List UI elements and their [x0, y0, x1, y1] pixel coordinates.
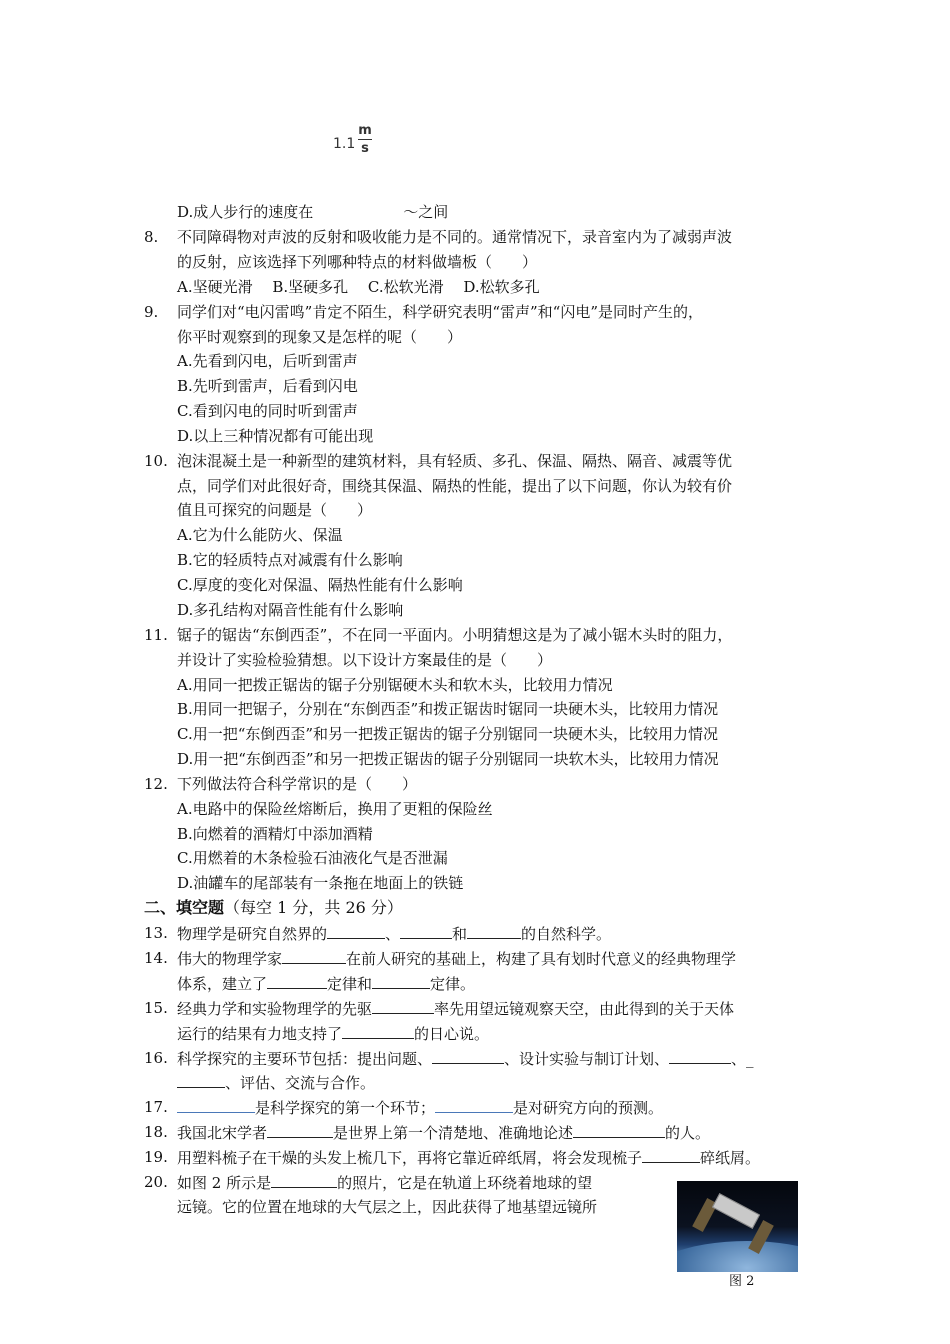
section-title: 二、填空题 — [144, 898, 225, 917]
q15-text: 经典力学和实验物理学的先驱 率先用望远镜观察天空，由此得到的关于天体 — [177, 1000, 735, 1018]
q18-text: 我国北宋学者 是世界上第一个清楚地、准确地论述 的人。 — [177, 1124, 711, 1142]
q11-line: 锯子的锯齿“东倒西歪”，不在同一平面内。小明猜想这是为了减小锯木头时的阻力， — [177, 626, 733, 644]
q20-text: 如图 2 所示是 的照片，它是在轨道上环绕着地球的望 — [177, 1174, 593, 1192]
q8-number: 8. — [144, 228, 159, 246]
q10-line: 泡沫混凝土是一种新型的建筑材料，具有轻质、多孔、保温、隔热、隔音、减震等优 — [177, 452, 733, 470]
q10-line: 值且可探究的问题是（ ） — [177, 501, 373, 519]
figure-caption: 图 2 — [729, 1274, 755, 1289]
q14-number: 14. — [144, 949, 168, 967]
answer-blank[interactable] — [435, 1097, 513, 1113]
q16-number: 16. — [144, 1049, 168, 1067]
q16-text: 科学探究的主要环节包括：提出问题、 、设计实验与制订计划、 、_ — [177, 1050, 754, 1068]
q14-text: 伟大的物理学家 在前人研究的基础上，构建了具有划时代意义的经典物理学 — [177, 950, 737, 968]
q15-number: 15. — [144, 999, 168, 1017]
q9-line: 同学们对“电闪雷鸣”肯定不陌生，科学研究表明“雷声”和“闪电”是同时产生的， — [177, 303, 704, 321]
q8-options: A.坚硬光滑 B.坚硬多孔 C.松软光滑 D.松软多孔 — [177, 278, 540, 296]
q11-option: C.用一把“东倒西歪”和另一把拨正锯齿的锯子分别锯同一块硬木头，比较用力情况 — [177, 725, 719, 743]
q9-option: B.先听到雷声，后看到闪电 — [177, 377, 358, 395]
q19-text: 用塑料梳子在干燥的头发上梳几下，再将它靠近碎纸屑，将会发现梳子 碎纸屑。 — [177, 1149, 761, 1167]
formula-fraction — [358, 123, 372, 156]
q8-line: 的反射，应该选择下列哪种特点的材料做墙板（ ） — [177, 253, 538, 271]
answer-blank[interactable] — [400, 923, 452, 939]
q10-line: 点，同学们对此很好奇，围绕其保温、隔热的性能，提出了以下问题，你认为较有价 — [177, 477, 733, 495]
answer-blank[interactable] — [342, 1023, 414, 1039]
q9-line: 你平时观察到的现象又是怎样的呢（ ） — [177, 328, 463, 346]
q10-option: C.厚度的变化对保温、隔热性能有什么影响 — [177, 576, 463, 594]
section-note: （每空 1 分，共 26 分） — [224, 898, 403, 917]
q17-number: 17. — [144, 1098, 168, 1116]
q7-option-d: D.成人步行的速度在 ～之间 — [177, 203, 449, 221]
q11-number: 11. — [144, 626, 168, 644]
q13-text: 物理学是研究自然界的 、 和 的自然科学。 — [177, 925, 612, 943]
answer-blank[interactable] — [271, 1172, 337, 1188]
q20-number: 20. — [144, 1173, 168, 1191]
q12-option: A.电路中的保险丝熔断后，换用了更粗的保险丝 — [177, 800, 493, 818]
q11-option: A.用同一把拨正锯齿的锯子分别锯硬木头和软木头，比较用力情况 — [177, 676, 613, 694]
q13-number: 13. — [144, 924, 168, 942]
q11-option: D.用一把“东倒西歪”和另一把拨正锯齿的锯子分别锯同一块软木头，比较用力情况 — [177, 750, 719, 768]
answer-blank[interactable] — [267, 973, 327, 989]
q16-text-cont: 、评估、交流与合作。 — [177, 1072, 375, 1093]
q12-line: 下列做法符合科学常识的是（ ） — [177, 775, 418, 793]
answer-blank[interactable] — [669, 1048, 731, 1064]
q11-option: B.用同一把锯子，分别在“东倒西歪”和拨正锯齿时锯同一块硬木头，比较用力情况 — [177, 700, 719, 718]
q18-number: 18. — [144, 1123, 168, 1141]
q12-number: 12. — [144, 775, 168, 793]
q12-option: B.向燃着的酒精灯中添加酒精 — [177, 825, 373, 843]
q9-number: 9. — [144, 303, 159, 321]
answer-blank[interactable] — [573, 1122, 665, 1138]
answer-blank[interactable] — [432, 1048, 504, 1064]
section-heading — [144, 897, 403, 919]
q19-number: 19. — [144, 1148, 168, 1166]
q9-option: C.看到闪电的同时听到雷声 — [177, 402, 358, 420]
q10-option: A.它为什么能防火、保温 — [177, 526, 343, 544]
q8-line: 不同障碍物对声波的反射和吸收能力是不同的。通常情况下，录音室内为了减弱声波 — [177, 228, 733, 246]
formula-denominator: s — [361, 141, 369, 156]
q12-option: C.用燃着的木条检验石油液化气是否泄漏 — [177, 849, 448, 867]
q10-option: B.它的轻质特点对减震有什么影响 — [177, 551, 403, 569]
answer-blank[interactable] — [327, 923, 385, 939]
hubble-telescope-photo — [677, 1181, 798, 1272]
q10-option: D.多孔结构对隔音性能有什么影响 — [177, 601, 404, 619]
answer-blank[interactable] — [177, 1072, 225, 1088]
answer-blank[interactable] — [372, 998, 434, 1014]
formula-number: 1.1 — [333, 136, 356, 152]
q10-number: 10. — [144, 452, 168, 470]
answer-blank[interactable] — [642, 1147, 700, 1163]
formula-numerator: m — [358, 123, 372, 138]
q9-option: D.以上三种情况都有可能出现 — [177, 427, 374, 445]
answer-blank[interactable] — [267, 1122, 333, 1138]
q20-text-cont: 远镜。它的位置在地球的大气层之上，因此获得了地基望远镜所 — [177, 1198, 598, 1216]
answer-blank[interactable] — [177, 1097, 255, 1113]
answer-blank[interactable] — [282, 948, 346, 964]
q15-text-cont: 运行的结果有力地支持了 的日心说。 — [177, 1025, 490, 1043]
answer-blank[interactable] — [467, 923, 521, 939]
q17-text: 是科学探究的第一个环节； 是对研究方向的预测。 — [177, 1097, 663, 1118]
q11-line: 并设计了实验检验猜想。以下设计方案最佳的是（ ） — [177, 651, 553, 669]
answer-blank[interactable] — [372, 973, 430, 989]
q12-option: D.油罐车的尾部装有一条拖在地面上的铁链 — [177, 874, 464, 892]
q9-option: A.先看到闪电，后听到雷声 — [177, 352, 358, 370]
q14-text-cont: 体系，建立了 定律和 定律。 — [177, 975, 476, 993]
